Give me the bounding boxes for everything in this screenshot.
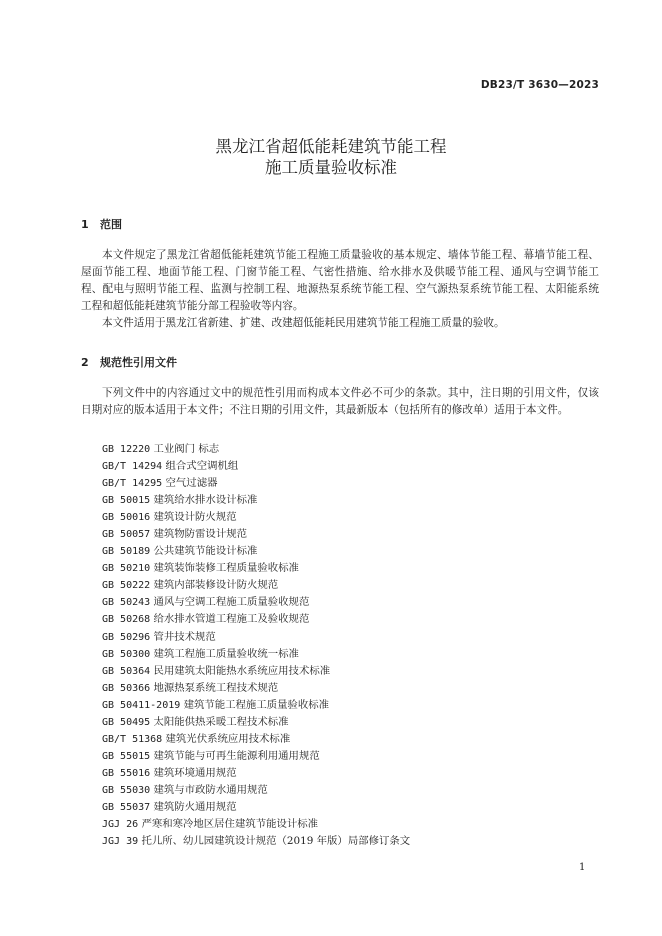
reference-code: GB 50243 [102, 597, 151, 609]
section-2-body [81, 385, 599, 419]
reference-title: 建筑节能工程施工质量验收标准 [183, 698, 330, 711]
reference-title: 建筑工程施工质量验收统一标准 [153, 647, 299, 660]
section-1-heading [81, 216, 122, 232]
reference-item [102, 611, 410, 628]
reference-item [102, 594, 410, 611]
reference-item [102, 816, 410, 833]
reference-item [102, 458, 410, 475]
reference-title: 地源热泵系统工程技术规范 [153, 681, 279, 694]
reference-item [102, 680, 410, 697]
reference-title: 给水排水管道工程施工及验收规范 [153, 613, 310, 626]
reference-title: 建筑装饰装修工程质量验收标准 [153, 562, 299, 575]
document-title [0, 136, 662, 178]
reference-item [102, 646, 410, 663]
reference-item [102, 731, 410, 748]
reference-list [102, 441, 410, 850]
reference-code: GB/T 14295 [102, 478, 163, 490]
scope-paragraph-2: 本文件适用于黑龙江省新建、扩建、改建超低能耗民用建筑节能工程施工质量的验收。 [102, 317, 505, 329]
reference-code: GB 50300 [102, 648, 151, 660]
reference-code: GB/T 51368 [102, 733, 163, 745]
reference-code: GB 50015 [102, 495, 151, 507]
reference-code: GB 55016 [102, 767, 151, 779]
reference-code: GB 50210 [102, 563, 151, 575]
reference-item [102, 475, 410, 492]
reference-code: GB 12220 [102, 444, 151, 455]
scope-paragraph-1: 本文件规定了黑龙江省超低能耗建筑节能工程施工质量验收的基本规定、墙体节能工程、幕墙节能工程、屋面节能工程、地面节能工程、门窗节能工程、气密性措施、给水排水及供暖节能工程、通风与空调节能工程、配电与照明节能工程、监测与控制工程、地源热泵系统节能工程、空气源热泵系统节能工程、太阳能系统工程和超低能耗建筑节能分部工程验收等内容。 [81, 249, 599, 312]
reference-code: GB 50057 [102, 529, 151, 541]
section-1-body [81, 247, 599, 332]
reference-code: GB 50016 [102, 512, 151, 524]
reference-code: JGJ 39 [102, 836, 139, 848]
reference-code: GB 55015 [102, 750, 151, 762]
reference-item [102, 492, 410, 509]
reference-code: GB 50268 [102, 614, 151, 626]
reference-title: 建筑光伏系统应用技术标准 [165, 732, 291, 745]
title-line-1: 黑龙江省超低能耗建筑节能工程 [215, 137, 447, 156]
title-line-2: 施工质量验收标准 [265, 158, 397, 177]
reference-code: GB 50189 [102, 546, 151, 558]
reference-title: 建筑环境通用规范 [153, 766, 237, 779]
reference-item [102, 543, 410, 560]
reference-code: GB/T 14294 [102, 461, 163, 473]
reference-code: GB 50364 [102, 665, 151, 677]
reference-title: 工业阀门 标志 [153, 443, 220, 455]
reference-title: 太阳能供热采暖工程技术标准 [153, 715, 289, 728]
reference-item [102, 560, 410, 577]
section-1-number: 1 [81, 218, 89, 231]
reference-title: 建筑设计防火规范 [153, 511, 237, 524]
reference-code: GB 50411-2019 [102, 699, 181, 711]
section-2-title: 规范性引用文件 [100, 356, 177, 369]
reference-code: GB 55037 [102, 801, 151, 813]
reference-title: 通风与空调工程施工质量验收规范 [153, 596, 310, 609]
reference-title: 托儿所、幼儿园建筑设计规范（2019 年版）局部修订条文 [141, 835, 411, 848]
reference-item [102, 714, 410, 731]
reference-item [102, 833, 410, 850]
reference-title: 建筑与市政防水通用规范 [153, 783, 268, 796]
reference-title: 管井技术规范 [153, 630, 216, 643]
reference-item [102, 765, 410, 782]
reference-title: 建筑物防雷设计规范 [153, 528, 247, 541]
standard-code: DB23/T 3630—2023 [480, 79, 599, 91]
reference-item [102, 441, 410, 458]
reference-title: 建筑节能与可再生能源利用通用规范 [153, 749, 320, 762]
reference-item [102, 697, 410, 714]
reference-title: 建筑给水排水设计标准 [153, 494, 258, 507]
section-1-title: 范围 [100, 218, 122, 231]
references-paragraph: 下列文件中的内容通过文中的规范性引用而构成本文件必不可少的条款。其中，注日期的引用文件，仅该日期对应的版本适用于本文件；不注日期的引用文件，其最新版本（包括所有的修改单）适用于本文件。 [81, 387, 599, 416]
reference-code: GB 50495 [102, 716, 151, 728]
reference-title: 建筑防火通用规范 [153, 800, 237, 813]
reference-item [102, 509, 410, 526]
reference-title: 空气过滤器 [165, 477, 218, 490]
section-2-number: 2 [81, 356, 89, 369]
reference-item [102, 748, 410, 765]
reference-code: GB 55030 [102, 784, 151, 796]
reference-title: 公共建筑节能设计标准 [153, 545, 258, 558]
reference-item [102, 526, 410, 543]
reference-code: GB 50296 [102, 631, 151, 643]
reference-item [102, 799, 410, 816]
reference-code: JGJ 26 [102, 819, 139, 831]
reference-title: 建筑内部装修设计防火规范 [153, 579, 279, 592]
reference-code: GB 50366 [102, 682, 151, 694]
reference-code: GB 50222 [102, 580, 151, 592]
page-number: 1 [579, 862, 586, 873]
reference-title: 组合式空调机组 [165, 460, 239, 473]
reference-title: 民用建筑太阳能热水系统应用技术标准 [153, 664, 331, 677]
reference-item [102, 577, 410, 594]
section-2-heading [81, 354, 177, 370]
reference-item [102, 782, 410, 799]
reference-item [102, 663, 410, 680]
reference-item [102, 629, 410, 646]
reference-title: 严寒和寒冷地区居住建筑节能设计标准 [141, 818, 319, 831]
